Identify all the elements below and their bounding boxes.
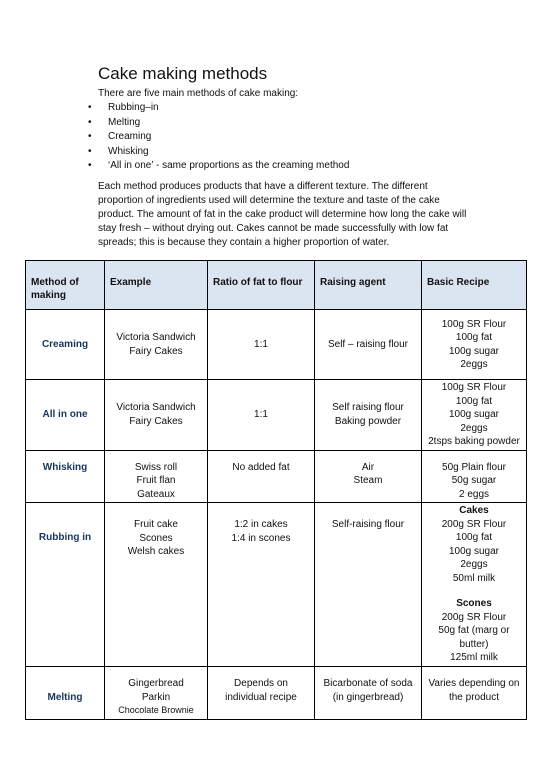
recipe-line: 100g fat xyxy=(455,332,493,343)
table-row xyxy=(26,310,527,380)
recipe-line: 100g sugar xyxy=(448,345,500,357)
ratio-cell xyxy=(208,380,315,451)
example-line: Scones xyxy=(139,532,173,544)
method-cell: Melting xyxy=(26,667,105,720)
recipe-line: 100g sugar xyxy=(448,409,500,420)
table-row xyxy=(26,380,527,451)
body-paragraph: Each method produces products that have a different texture. The different proportion of ingredients used will determine the texture and taste of the cake product. The amount of fat in the cake product will determine how long the cake will stay fresh – without drying out. Cakes cannot be made successfully with low fat spreads; this is because they contain a higher proportion of water. xyxy=(98,181,467,248)
recipe-line: 200g SR Flour xyxy=(441,518,507,530)
recipe-heading-scones: Scones xyxy=(456,598,492,610)
list-item: • Creaming xyxy=(88,130,349,145)
example-line: Victoria Sandwich xyxy=(116,332,196,343)
recipe-cell xyxy=(422,667,527,720)
header-raising-agent: Raising agent xyxy=(315,261,422,310)
raising-line: Self – raising flour xyxy=(327,338,409,350)
table-header-row xyxy=(26,261,527,310)
example-cell xyxy=(105,667,208,720)
recipe-line: 2 eggs xyxy=(458,488,490,500)
methods-list xyxy=(88,101,349,174)
ratio-line: 1:2 in cakes xyxy=(234,519,288,530)
ratio-line: No added fat xyxy=(232,461,290,473)
example-line: Fairy Cakes xyxy=(129,345,183,357)
raising-line: Steam xyxy=(353,475,383,486)
header-method: Method of making xyxy=(26,261,105,310)
table-row xyxy=(26,667,527,720)
raising-line: (in gingerbread) xyxy=(332,691,404,703)
table-row xyxy=(26,503,527,667)
raising-cell xyxy=(315,450,422,503)
raising-line: Baking powder xyxy=(334,415,402,427)
method-cell: Creaming xyxy=(26,310,105,380)
ratio-line: individual recipe xyxy=(225,691,297,703)
example-cell xyxy=(105,380,208,451)
ratio-line: 1:1 xyxy=(254,338,268,350)
example-line: Gingerbread xyxy=(128,678,184,689)
recipe-line: 100g fat xyxy=(455,395,493,407)
list-item: • Rubbing–in xyxy=(88,101,349,116)
recipe-line: Varies depending on xyxy=(428,678,520,689)
raising-line: Self raising flour xyxy=(332,402,404,414)
example-line: Welsh cakes xyxy=(127,546,185,557)
raising-cell xyxy=(315,310,422,380)
method-cell: All in one xyxy=(26,380,105,451)
recipe-line: 50g sugar xyxy=(451,475,497,486)
example-line: Victoria Sandwich xyxy=(116,402,196,414)
list-item: • Whisking xyxy=(88,145,349,160)
recipe-cell xyxy=(422,450,527,503)
raising-cell xyxy=(315,667,422,720)
raising-cell xyxy=(315,503,422,667)
intro-text: There are five main methods of cake making: xyxy=(98,88,299,99)
example-line: Swiss roll xyxy=(134,461,178,473)
recipe-line: 125ml milk xyxy=(450,652,498,664)
ratio-cell xyxy=(208,310,315,380)
example-line: Chocolate Brownie xyxy=(118,705,194,715)
method-cell: Whisking xyxy=(26,450,105,503)
ratio-cell xyxy=(208,667,315,720)
list-item: • Melting xyxy=(88,116,349,131)
ratio-cell xyxy=(208,450,315,503)
ratio-line: 1:1 xyxy=(254,409,268,420)
header-ratio: Ratio of fat to flour xyxy=(208,261,315,310)
raising-line: Bicarbonate of soda xyxy=(323,678,413,689)
raising-line: Air xyxy=(361,461,375,473)
example-cell xyxy=(105,503,208,667)
method-cell: Rubbing in xyxy=(26,503,105,667)
recipe-line: 2eggs xyxy=(460,422,488,434)
recipe-cell xyxy=(422,380,527,451)
recipe-line: 200g SR Flour xyxy=(441,611,507,623)
example-line: Fruit flan xyxy=(136,475,176,486)
table-row xyxy=(26,450,527,503)
recipe-line: 2eggs xyxy=(460,559,488,571)
recipe-line: 50ml milk xyxy=(452,572,496,584)
example-line: Fairy Cakes xyxy=(129,415,183,427)
recipe-line: 50g fat (marg or xyxy=(438,625,510,637)
example-cell xyxy=(105,310,208,380)
recipe-spacer xyxy=(425,585,523,597)
recipe-line: 100g SR Flour xyxy=(441,318,507,330)
raising-line: Self-raising flour xyxy=(331,519,405,530)
recipe-line: 2tsps baking powder xyxy=(428,436,520,447)
recipe-line: butter) xyxy=(459,638,489,650)
recipe-line: 2eggs xyxy=(460,359,488,370)
recipe-cell xyxy=(422,503,527,667)
recipe-line: 100g SR Flour xyxy=(441,382,507,393)
header-basic-recipe: Basic Recipe xyxy=(422,261,527,310)
example-line: Parkin xyxy=(141,691,171,703)
ratio-line: Depends on xyxy=(234,678,288,689)
page-title: Cake making methods xyxy=(98,64,268,83)
recipe-line: 100g fat xyxy=(455,532,493,544)
recipe-heading-cakes: Cakes xyxy=(459,505,489,517)
recipe-cell xyxy=(422,310,527,380)
raising-cell xyxy=(315,380,422,451)
header-example: Example xyxy=(105,261,208,310)
list-item: • ‘All in one’ - same proportions as the creaming method xyxy=(88,159,349,174)
example-line: Fruit cake xyxy=(134,519,178,530)
example-line: Gateaux xyxy=(137,488,175,500)
cake-methods-table xyxy=(25,260,527,720)
example-cell xyxy=(105,450,208,503)
recipe-line: 100g sugar xyxy=(448,545,500,557)
recipe-line: the product xyxy=(448,691,500,703)
recipe-line: 50g Plain flour xyxy=(442,461,506,473)
ratio-line: 1:4 in scones xyxy=(231,532,291,544)
ratio-cell xyxy=(208,503,315,667)
